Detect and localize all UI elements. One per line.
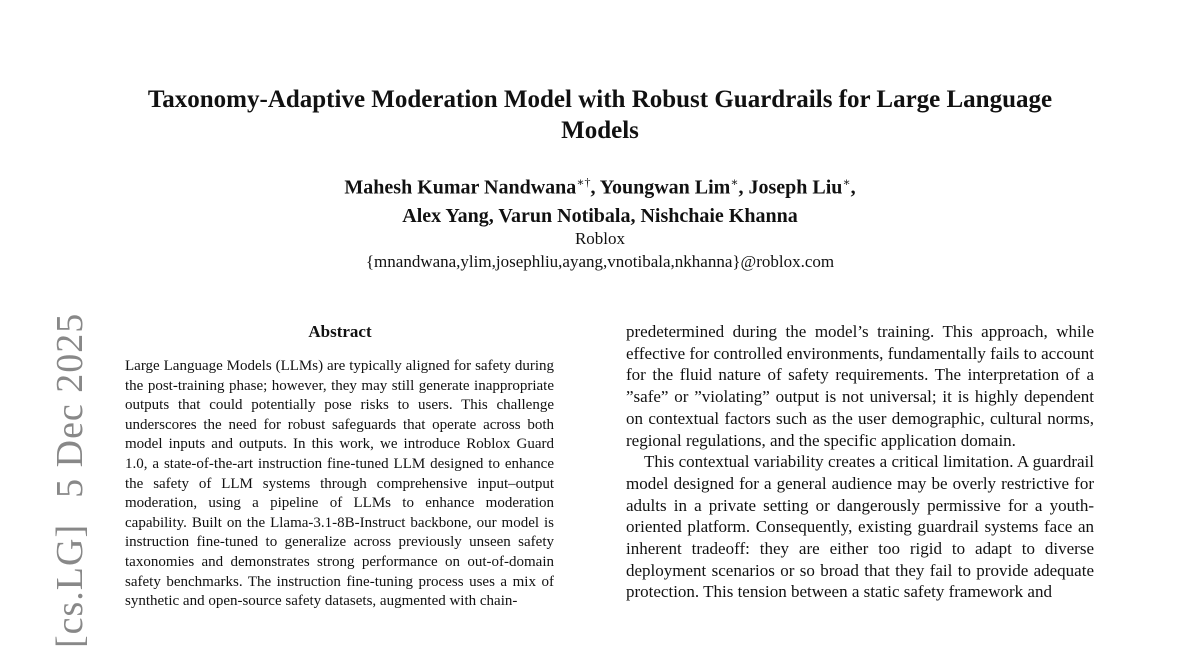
arxiv-side-stamp <box>48 313 92 648</box>
author-separator: , <box>738 176 749 199</box>
affiliation-block <box>200 227 1000 273</box>
introduction-column <box>626 321 1094 603</box>
intro-paragraph: This contextual variability creates a critical limitation. A guardrail model designed for a general audience may be overly restrictive for adults in a private setting or dangerously permissive for a youth-oriented platform. Consequently, existing guardrail systems face an inherent tradeoff: they are either too rigid to adapt to diverse deployment scenarios or so broad that they fail to provide adequate protection. This tension between a static safety framework and <box>626 452 1094 602</box>
author-separator: , <box>590 176 600 199</box>
author-separator: , <box>850 176 856 199</box>
author-list <box>200 168 1000 230</box>
author-name: Joseph Liu <box>748 176 843 199</box>
arxiv-date: 5 Dec 2025 <box>49 312 91 498</box>
author-footnote-mark: ∗ <box>730 175 739 189</box>
intro-paragraph: predetermined during the model’s training. This approach, while effective for controlled environments, fundamentally fails to account for the fluid nature of safety requirements. The interpretation of a ”safe” or ”violating” output is not universal; it is highly dependent on contextual factors such as the user demographic, cultural norms, regional regulations, and the specific application domain. <box>626 322 1094 450</box>
abstract-heading: Abstract <box>308 322 372 341</box>
arxiv-category: [cs.LG] <box>49 523 91 648</box>
abstract-text: Large Language Models (LLMs) are typically aligned for safety during the post-training phase; however, they may still generate inappropriate outputs that could potentially pose risks to users. This challenge underscores the need for robust safeguards that operate across both model inputs and outputs. In this work, we introduce Roblox Guard 1.0, a state-of-the-art instruction fine-tuned LLM designed to enhance the safety of LLM systems through comprehensive input–output moderation, using a pipeline of LLMs to enhance moderation capability. Built on the Llama-3.1-8B-Instruct backbone, our model is instruction fine-tuned to generalize across previously unseen safety taxonomies and demonstrates strong performance on out-of-domain safety benchmarks. The instruction fine-tuning process uses a mix of synthetic and open-source safety datasets, augmented with chain- <box>125 358 554 610</box>
author-footnote-mark: ∗ <box>842 175 851 189</box>
author-line-2: Alex Yang, Varun Notibala, Nishchaie Khanna <box>402 204 798 227</box>
author-line-1 <box>200 168 1000 202</box>
author-name: Mahesh Kumar Nandwana <box>344 176 577 199</box>
author-footnote-mark: ∗† <box>576 175 591 189</box>
paper-title: Taxonomy-Adaptive Moderation Model with Robust Guardrails for Large Language Models <box>147 86 1053 144</box>
author-emails: {mnandwana,ylim,josephliu,ayang,vnotibala,nkhanna}@roblox.com <box>365 252 835 271</box>
author-name: Youngwan Lim <box>599 176 731 199</box>
affiliation: Roblox <box>574 229 626 248</box>
